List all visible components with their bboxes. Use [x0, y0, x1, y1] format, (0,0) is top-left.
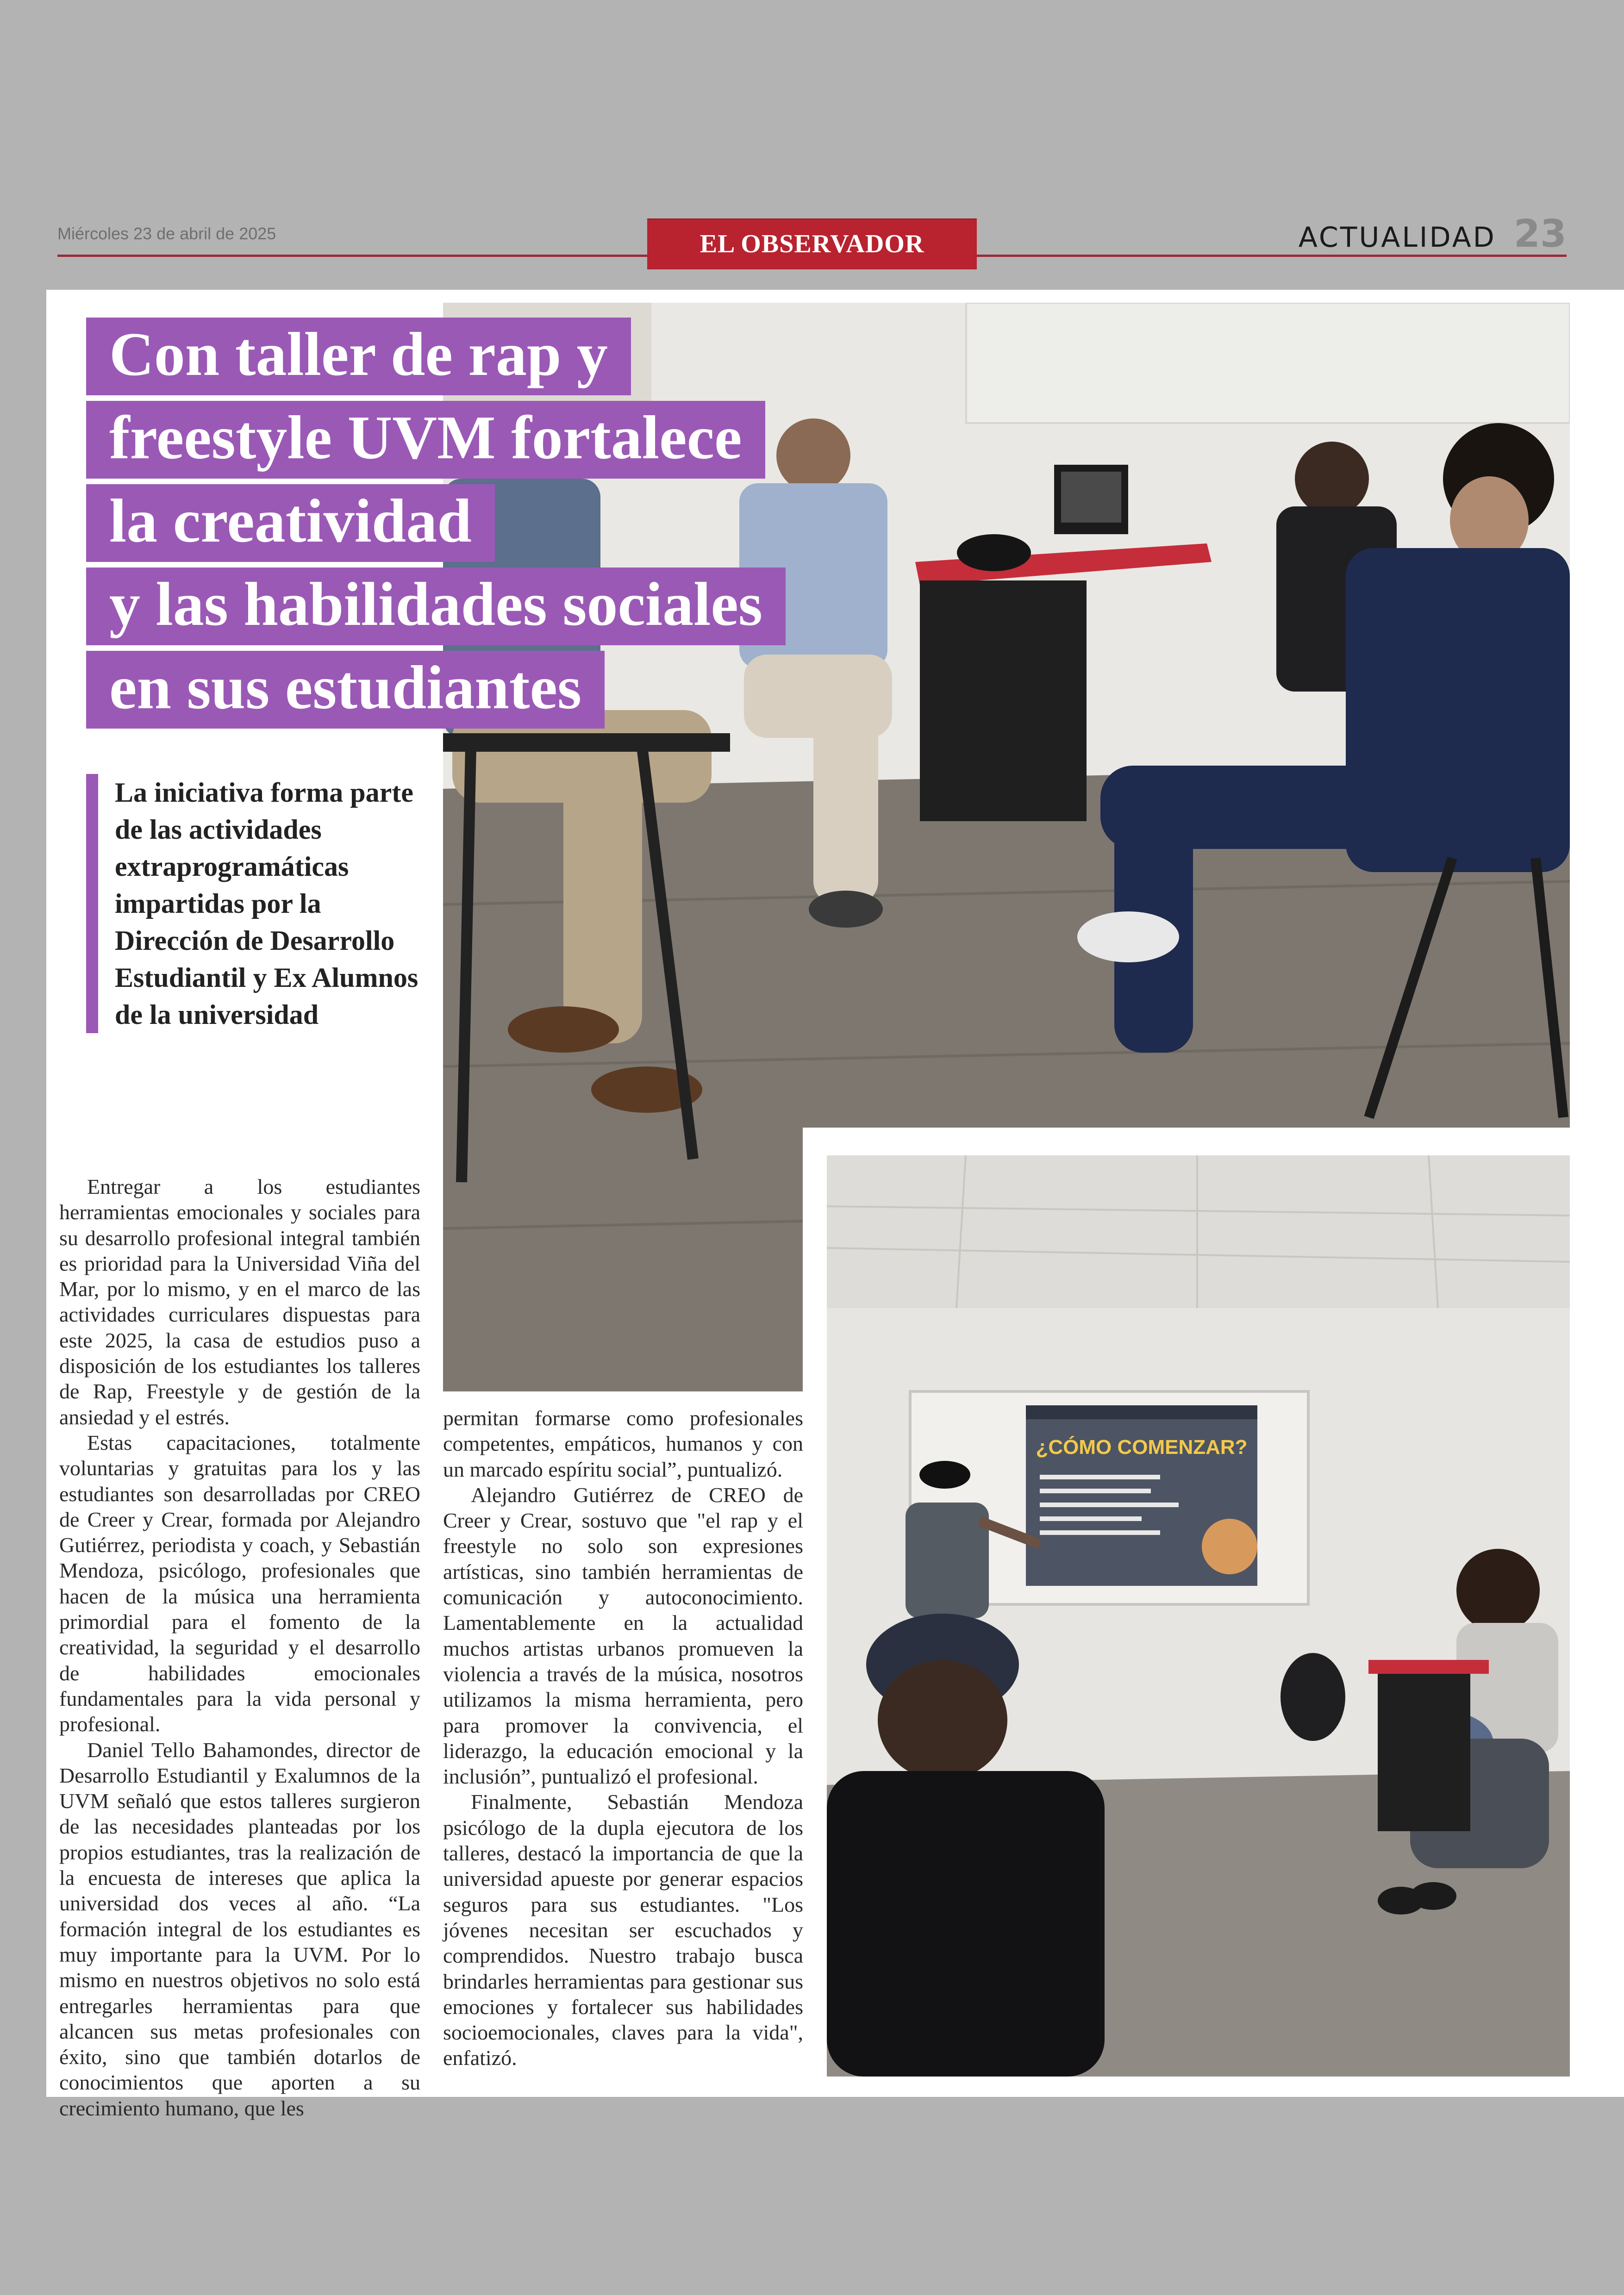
headline-line-3: la creatividad: [86, 484, 495, 562]
workshop-photo-2: [827, 1155, 1570, 2077]
slide-title: ¿CÓMO COMENZAR?: [1036, 1436, 1248, 1459]
headline-line-1: Con taller de rap y: [86, 318, 631, 395]
article-deck: [86, 774, 439, 1033]
headline-line-5: en sus estudiantes: [86, 651, 605, 729]
article-headline: [86, 318, 786, 734]
body-column-1: [59, 1174, 420, 2121]
publication-logo: EL OBSERVADOR: [647, 218, 977, 269]
deck-text: La iniciativa forma parte de las actividades extraprogramáticas impartidas por la Dirección de Desarrollo Estudiantil y Ex Alumnos de la universidad: [115, 777, 418, 1030]
headline-line-4: y las habilidades sociales: [86, 568, 786, 645]
section-header: [1299, 212, 1567, 256]
body-paragraph-continued: permitan formarse como profesionales competentes, empáticos, humanos y con un marcado espíritu social”, puntualizó.: [443, 1406, 803, 1481]
headline-line-2: freestyle UVM fortalece: [86, 401, 765, 479]
body-paragraph: Estas capacitaciones, totalmente voluntarias y gratuitas para los y las estudiantes son desarrolladas por CREO de Creer y Crear, formada por Alejandro Gutiérrez, periodista y coach, y Sebastián Mendoza, psicólogo, profesionales que hacen de la música una herramienta primordial para el fomento de la creatividad, la seguridad y el desarrollo de habilidades emocionales fundamentales para la vida personal y profesional.: [59, 1430, 420, 1736]
body-column-2: [443, 1405, 803, 2071]
body-paragraph: Entregar a los estudiantes herramientas emocionales y sociales para su desarrollo profesional integral también es prioridad para la Universidad Viña del Mar, por lo mismo, y en el marco de las actividades curriculares dispuestas para este 2025, la casa de estudios puso a disposición de los estudiantes los talleres de Rap, Freestyle y de gestión de la ansiedad y el estrés.: [59, 1175, 420, 1429]
issue-date: Miércoles 23 de abril de 2025: [57, 224, 276, 243]
body-paragraph: Daniel Tello Bahamondes, director de Desarrollo Estudiantil y Exalumnos de la UVM señaló que estos talleres surgieron de las necesidades planteadas por los propios estudiantes, tras la realización de la encuesta de intereses que aplica la universidad dos veces al año. “La formación integral de los estudiantes es muy importante para la UVM. Por lo mismo en nuestros objetivos no solo está entregarles herramientas para que alcancen sus metas profesionales con éxito, sino que también dotarlos de conocimientos que aporten a su crecimiento humano, que les: [59, 1738, 420, 2120]
section-label: ACTUALIDAD: [1298, 221, 1496, 254]
body-paragraph: Finalmente, Sebastián Mendoza psicólogo de la dupla ejecutora de los talleres, destacó la importancia de que la universidad apueste por generar espacios seguros para sus estudiantes. "Los jóvenes necesitan ser escuchados y comprendidos. Nuestro trabajo busca brindarles herramientas para gestionar sus emociones y fortalecer sus habilidades socioemocionales, claves para la vida", enfatizó.: [443, 1790, 803, 2070]
body-paragraph: Alejandro Gutiérrez de CREO de Creer y Crear, sostuvo que "el rap y el freestyle no solo son expresiones artísticas, sino también herramientas de comunicación y autoconocimiento. Lamentablemente en la actualidad muchos artistas urbanos promueven la violencia a través de la música, nosotros utilizamos la misma herramienta, pero para promover la convivencia, el liderazgo, la educación emocional y la inclusión”, puntualizó el profesional.: [443, 1483, 803, 1789]
page-number: 23: [1513, 212, 1567, 256]
